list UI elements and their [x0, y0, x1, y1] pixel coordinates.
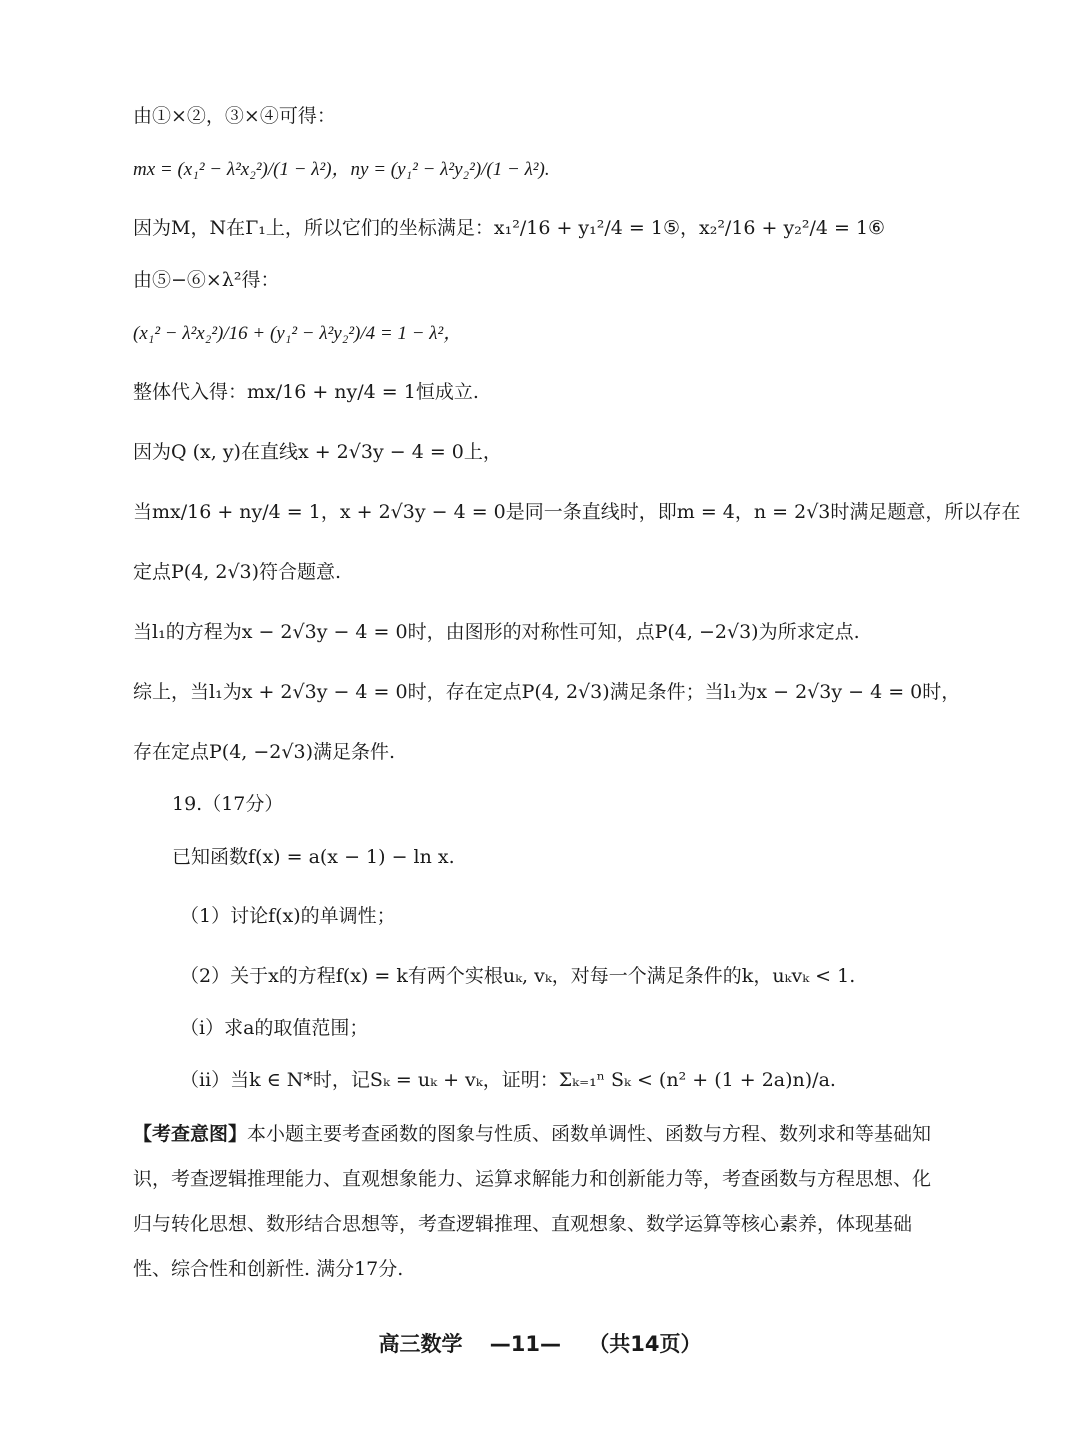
problem-part-2-i: （i）求a的取值范围； [180, 1017, 369, 1039]
intent-text: 本小题主要考查函数的图象与性质、函数单调性、函数与方程、数列求和等基础知识，考查逻辑推理能力、直观想象能力、运算求解能力和创新能力等，考查函数与方程思想、化归与转化思想、数形结合思想等，考查逻辑推理、直观想象、数学运算等核心素养，体现基础性、综合性和创新性. 满分17分. [133, 1123, 932, 1280]
footer-total-pages: （共14页） [588, 1332, 702, 1356]
intent-label: 【考查意图】 [133, 1123, 248, 1145]
text-line-12: 存在定点P(4, −2√3)满足条件. [133, 741, 396, 763]
problem-statement: 已知函数f(x) = a(x − 1) − ln x. [172, 846, 455, 868]
problem-number: 19.（17分） [172, 793, 284, 815]
footer-page-number: —11— [489, 1332, 561, 1356]
footer-subject: 高三数学 [378, 1332, 463, 1356]
formula-mx-ny: mx = (x₁² − λ²x₂²)/(1 − λ²)，ny = (y₁² − λ²y₂²)/(1 − λ²). [133, 159, 550, 180]
problem-part-2-ii: （ii）当k ∈ N*时，记Sₖ = uₖ + vₖ，证明：Σₖ₌₁ⁿ Sₖ < (n² + (1 + 2a)n)/a. [180, 1069, 836, 1091]
text-line-3: 因为M，N在Γ₁上，所以它们的坐标满足：x₁²/16 + y₁²/4 = 1⑤，x₂²/16 + y₂²/4 = 1⑥ [133, 217, 886, 239]
page-footer [0, 1328, 1080, 1358]
formula-difference: (x₁² − λ²x₂²)/16 + (y₁² − λ²y₂²)/4 = 1 − λ²， [133, 323, 463, 344]
problem-part-1: （1）讨论f(x)的单调性； [180, 905, 396, 927]
text-line-8: 当mx/16 + ny/4 = 1，x + 2√3y − 4 = 0是同一条直线时，即m = 4，n = 2√3时满足题意，所以存在 [133, 501, 1021, 523]
problem-part-2: （2）关于x的方程f(x) = k有两个实根uₖ, vₖ，对每一个满足条件的k，uₖvₖ < 1. [180, 965, 856, 987]
text-line-9: 定点P(4, 2√3)符合题意. [133, 561, 342, 583]
text-line-1: 由①×②，③×④可得： [133, 105, 336, 127]
text-line-4: 由⑤−⑥×λ²得： [133, 269, 280, 291]
text-line-11: 综上，当l₁为x + 2√3y − 4 = 0时，存在定点P(4, 2√3)满足条件；当l₁为x − 2√3y − 4 = 0时， [133, 681, 961, 703]
text-line-10: 当l₁的方程为x − 2√3y − 4 = 0时，由图形的对称性可知，点P(4, −2√3)为所求定点. [133, 621, 860, 643]
text-line-7: 因为Q (x, y)在直线x + 2√3y − 4 = 0上， [133, 441, 502, 463]
text-line-6: 整体代入得：mx/16 + ny/4 = 1恒成立. [133, 381, 479, 403]
intent-paragraph [133, 1112, 948, 1292]
